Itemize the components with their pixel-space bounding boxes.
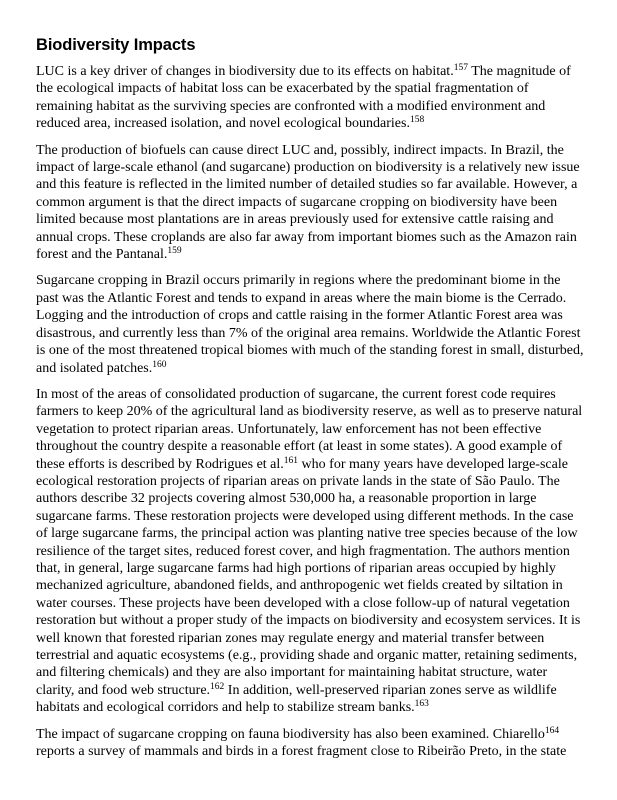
citation-ref: 160: [152, 359, 167, 370]
paragraph-text: In most of the areas of consolidated production of sugarcane, the current forest code requires farmers to keep 20% of the agricultural land as biodiversity reserve, as well as to preserve natural vegetation to protect riparian areas. Unfortunately, law enforcement has not been effective throughout the country despite a reasonable effort (at least in some states). A good example of these efforts is described by Rodrigues et al.: [36, 386, 583, 472]
paragraph-text: The impact of sugarcane cropping on fauna biodiversity has also been examined. Chiarello: [36, 726, 545, 742]
paragraph-text: The production of biofuels can cause direct LUC and, possibly, indirect impacts. In Brazil, the impact of large-scale ethanol (and sugarcane) production on biodiversity is a relatively new issue and this feature is reflected in the limited number of detailed studies so far available. However, a common argument is that the direct impacts of sugarcane cropping on biodiversity have been limited because most plantations are in areas previously used for extensive cattle raising and annual crops. These croplands are also far away from important biomes such as the Amazon rain forest and the Pantanal.: [36, 142, 580, 263]
paragraph-4: [36, 386, 586, 717]
paragraph-text: In addition, well-preserved riparian zones serve as wildlife habitats and ecological corridors and help to stabilize stream banks.: [36, 682, 557, 716]
paragraph-text: who for many years have developed large-scale ecological restoration projects of riparian areas on private lands in the state of São Paulo. The authors describe 32 projects covering almost 530,000 ha, a reasonable proportion in large sugarcane farms. These restoration projects were developed using different methods. In the case of large sugarcane farms, the principal action was planting native tree species because of the low resilience of the target sites, reduced forest cover, and high fragmentation. The authors mention that, in general, large sugarcane farms had high portions of riparian areas occupied by highly mechanized agriculture, abandoned fields, and anthropogenic wet fields created by siltation in water courses. These projects have been developed with a close follow-up of natural vegetation restoration but without a proper study of the impacts on biodiversity and ecosystem services. It is well known that forested riparian zones may regulate energy and material transfer between terrestrial and aquatic ecosystems (e.g., providing shade and organic matter, retaining sediments, and filtering chemicals) and they are also important for maintaining habitat structure, water clarity, and food web structure.: [36, 456, 581, 698]
document-page: [36, 36, 586, 769]
paragraph-2: [36, 142, 586, 264]
citation-ref: 162: [210, 681, 225, 692]
paragraph-3: [36, 272, 586, 376]
paragraph-1: [36, 63, 586, 133]
citation-ref: 161: [283, 455, 299, 466]
citation-ref: 159: [167, 246, 182, 257]
paragraph-text: The magnitude of the ecological impacts of habitat loss can be exacerbated by the spatial fragmentation of remaining habitat as the surviving species are confronted with a modified environment and reduced area, increased isolation, and novel ecological boundaries.: [36, 64, 571, 132]
paragraph-text: LUC is a key driver of changes in biodiversity due to its effects on habitat.: [36, 64, 454, 79]
citation-ref: 158: [409, 115, 425, 126]
paragraph-text: Sugarcane cropping in Brazil occurs primarily in regions where the predominant biome in the past was the Atlantic Forest and tends to expand in areas where the main biome is the Cerrado. Logging and the introduction of crops and cattle raising in the former Atlantic Forest area was disastrous, and currently less than 7% of the original area remains. Worldwide the Atlantic Forest is one of the most threatened tropical biomes with much of the standing forest in small, disturbed, and isolated patches.: [36, 273, 584, 376]
citation-ref: 157: [453, 63, 468, 73]
citation-ref: 164: [544, 725, 560, 736]
section-heading: Biodiversity Impacts: [36, 36, 196, 54]
paragraph-text: reports a survey of mammals and birds in a forest fragment close to Ribeirão Preto, in the state: [36, 744, 567, 760]
paragraph-5: [36, 726, 586, 761]
citation-ref: 163: [414, 699, 429, 710]
